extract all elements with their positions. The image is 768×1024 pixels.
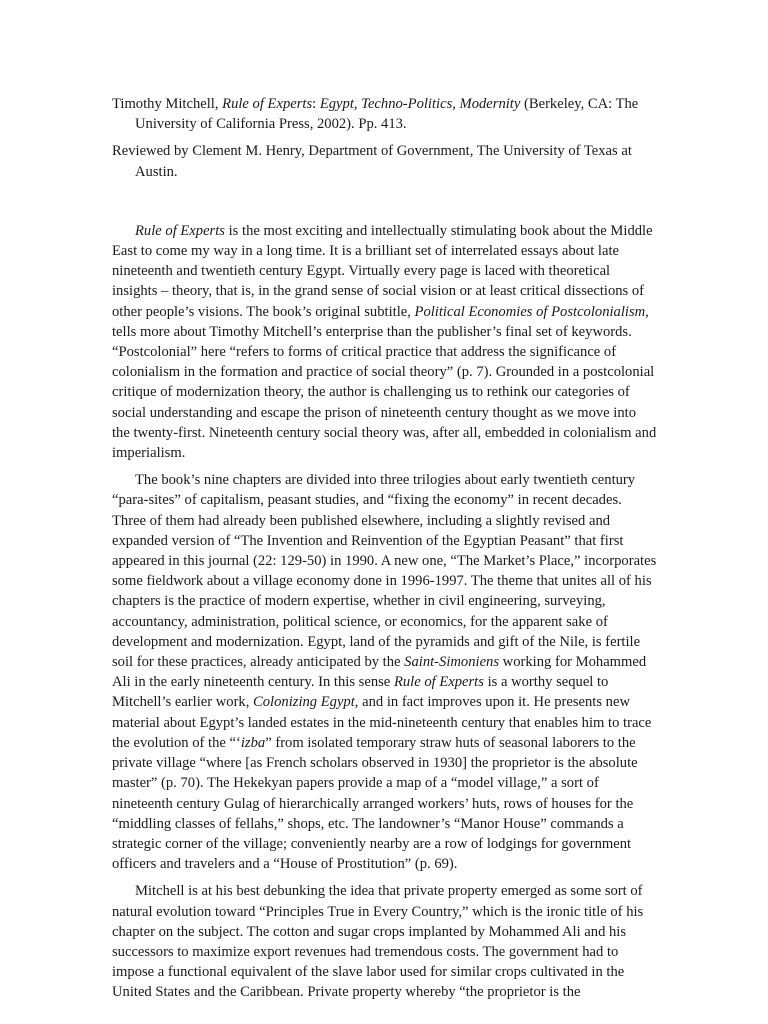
paragraph-2 (112, 470, 657, 874)
document-page (112, 94, 657, 1003)
citation-author: Timothy Mitchell, (112, 96, 223, 112)
paragraph-3 (112, 881, 657, 1002)
paragraph-text: The book’s nine chapters are divided into three trilogies about early twentieth century “para-sites” of capitalism, peasant studies, and “fixing the economy” in recent decades. Three of them had already been published elsewhere, including a slightly revised and expanded version of “The Invention and Reinvention of the Egyptian Peasant” that first appeared in this journal (22: 129-50) in 1990. A new one, “The Market’s Place,” incorporates some fieldwork about a village economy done in 1996-1997. The theme that unites all of his chapters is the practice of modern expertise, whether in civil engineering, surveying, accountancy, administration, political science, or economics, for the apparent sake of development and modernization. Egypt, land of the pyramids and gift of the Nile, is fertile soil for these practices, already anticipated by the (112, 472, 657, 671)
citation-publication: (Berkeley, CA: The University of California Press, 2002). Pp. 413. (135, 96, 639, 133)
original-subtitle-italic: Political Economies of Postcolonialism (414, 303, 646, 320)
book-title-italic: Rule of Experts (393, 674, 484, 691)
book-citation (112, 94, 657, 134)
italic-term: izba (240, 734, 266, 751)
citation-separator: : (312, 96, 320, 112)
italic-term: Saint-Simoniens (404, 654, 500, 671)
earlier-work-italic: Colonizing Egypt (253, 694, 355, 711)
reviewer-line: Reviewed by Clement M. Henry, Department of Government, The University of Texas at Austin. (112, 143, 632, 180)
paragraph-text: is the most exciting and intellectually stimulating book about the Middle East to come my way in a long time. It is a brilliant set of interrelated essays about late nineteenth and twentieth century Egypt. Virtually every page is laced with theoretical insights – theory, that is, in the grand sense of social vision or at least critical dissections of other people’s visions. The book’s original subtitle, (112, 222, 653, 320)
citation-subtitle: Egypt, Techno-Politics, Modernity (319, 96, 521, 112)
citation-title: Rule of Experts (222, 96, 313, 112)
paragraph-text: Mitchell is at his best debunking the idea that private property emerged as some sort of natural evolution toward “Principles True in Every Country,” which is the ironic title of his chapter on the subject. The cotton and sugar crops implanted by Mohammed Ali and his successors to maximize export revenues had tremendous costs. The government had to impose a functional equivalent of the slave labor used for similar crops cultivated in the United States and the Caribbean. Private property whereby “the proprietor is the (112, 883, 644, 1001)
paragraph-text: working for Mohammed Ali in the early nineteenth century. In this sense (112, 654, 647, 691)
paragraph-text: is a worthy sequel to Mitchell’s earlier work, (112, 674, 609, 711)
paragraph-1 (112, 221, 657, 463)
paragraph-text: , and in fact improves upon it. He presents new material about Egypt’s landed estates in the mid-nineteenth century that enables him to trace the evolution of the “‘ (112, 694, 652, 751)
paragraph-text: , tells more about Timothy Mitchell’s enterprise than the publisher’s final set of keywords. “Postcolonial” here “refers to forms of critical practice that address the significance of colonialism in the formation and practice of social theory” (p. 7). Grounded in a postcolonial critique of modernization theory, the author is challenging us to rethink our categories of social understanding and escape the prison of nineteenth century thought as we move into the twenty-first. Nineteenth century social theory was, after all, embedded in colonialism and imperialism. (112, 303, 657, 462)
book-title-italic: Rule of Experts (135, 222, 225, 239)
paragraph-text: ” from isolated temporary straw huts of seasonal laborers to the private village “where [as French scholars observed in 1930] the proprietor is the absolute master” (p. 70). The Hekekyan papers provide a map of a “model village,” a sort of nineteenth century Gulag of hierarchically arranged workers’ huts, rows of houses for the “middling classes of fellahs,” shops, etc. The landowner’s “Manor House” commands a strategic corner of the village; conveniently nearby are a row of lodgings for government officers and travelers and a “House of Prostitution” (p. 69). (112, 734, 638, 873)
